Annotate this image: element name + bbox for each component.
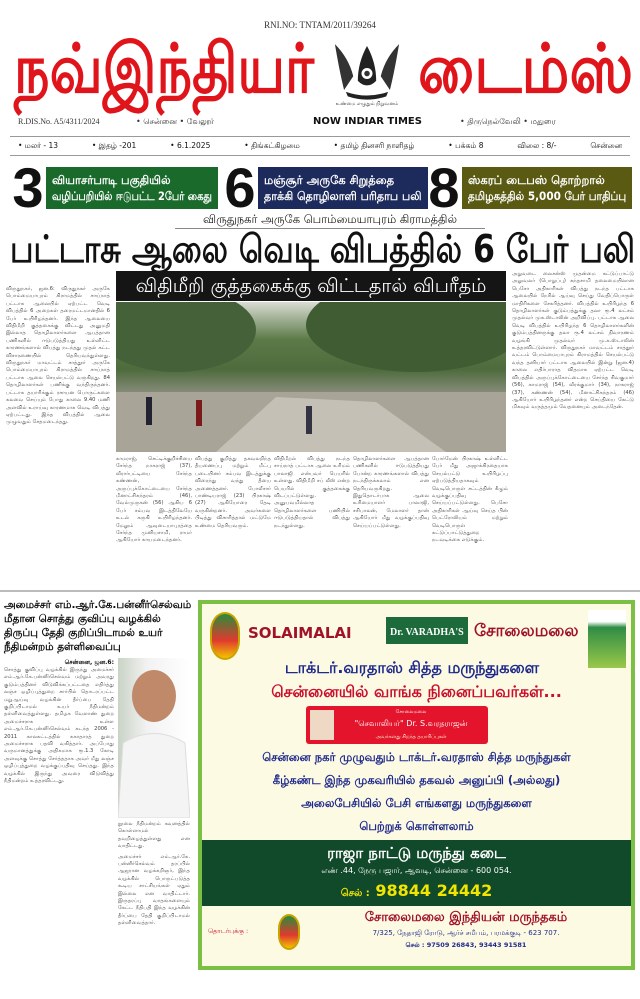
city: சென்னை	[590, 141, 622, 150]
section-divider	[0, 590, 640, 592]
lead-left-column: விருதுநகர், ஜன.6: விருதுநகர் அருகே பொம்மையாபுரம் கிராமத்தில் சாய்நாத் பட்டாசு ஆலையில் ஏற்பட்ட வெடி விபத்தில் 6 அறைகள் தரைமட்டமானதில் 6 பேர் உயிரிழந்தனர். இந்த ஆலையை விதிமீறி குத்தகைக்கு விட்டது அனுமதி இல்லாத தொழிலாளர்களை ஆபத்தான பணிகளில் ஈடுபடுத்தியது உள்ளிட்ட காரணங்களால் விபத்து நடந்தது முதல் கட்ட விசாரணையில் தெரியவந்துள்ளது. விருதுநகர் மாவட்டம் சாத்தூர் அருகே பொம்மையாபுரம் கிராமத்தில் சாய்நாத் பட்டாசு ஆலை செயல்பட்டு வருகிறது. 84 தொழிலாளர்கள் பணிக்கு வந்திருந்தனர். பட்டாசு தயாரிக்கும் ரசாயன பொருட்களை கலவை செய்யும் போது காலை 9.40 மணி அளவில் உராய்வு காரணமாக வெடி விபத்து ஏற்பட்டது. இந்த விபத்தில் ஆலை முழுவதும் சேதமடைந்தது.	[6, 286, 110, 426]
ad-brand-en: SOLAIMALAI	[248, 624, 352, 642]
teaser-line: வழிப்பறியில் ஈடுபட்ட 2பேர் கைது	[52, 189, 212, 203]
date: • 6.1.2025	[170, 141, 211, 150]
weekday: • திங்கட்கிழமை	[244, 141, 300, 150]
ad-body-2: கீழ்கண்ட இந்த முகவரியில் தகவல் அனுப்பி (அல்லது)	[272, 773, 561, 787]
editions-left: • சென்னை • வேலூர்	[136, 117, 215, 126]
shop-address: எண் .44, நேரு பஜார், ஆவடி, சென்னை - 600 054.	[321, 866, 512, 875]
person-photo-icon	[118, 658, 190, 818]
photo-caption: நூலை நீதிமன்றம் கவனத்தில் கொள்ளாமல் தவறிழைத்துள்ளது என வாதிட்டது.	[118, 821, 190, 850]
second-story-body: சொத்து குவிப்பு வழக்கில் இருந்து அமைச்சர் எம்.ஆர்.கே.பன்னீர்செல்வம் மற்றும் அவரது குடும்பத்தினர் விடுவிக்கப்பட்டதை எதிர்த்து லஞ்ச ஒழிப்புத்துறை சார்பில் தொடரப்பட்ட மறுஆய்வு வழக்கின் தீர்ப்பை தேதி குறிப்பிடாமல் உயர் நீதிமன்றம் தள்ளிவைத்துள்ளது. தமிழக வேளாண் துறை அமைச்சராக உள்ள எம்.ஆர்.கே.பன்னீர்செல்வம் கடந்த 2006 - 2011 காலகட்டத்தில் சுகாதாரத் துறை அமைச்சராக பதவி வகித்தார். அப்போது வருமானத்துக்கு அதிகமாக ரூ.1.3 கோடி அளவுக்கு சொத்து சேர்த்ததாக அவர் மீது லஞ்ச ஒழிப்புத்துறை வழக்குப்பதிவு செய்தது. இந்த வழக்கில் இருந்து அவரை விடுவித்து நீதிமன்றம் உத்தரவிட்டது.	[4, 667, 114, 785]
masthead-title-right: டைம்ஸ்	[418, 30, 634, 109]
ad-brand-box: Dr. VARADHA'S	[390, 627, 464, 638]
doctor-badge	[306, 706, 488, 744]
explosion-site-photo-icon	[116, 302, 506, 452]
lead-photo	[116, 302, 506, 452]
lead-body-column: காமராஜ், செட்டிக்குறிச்சியை சேர்ந்த நாகராஜ் (37), வீரார்பட்டியை சேர்ந்த கண்ணன், அருப்புக்கோட்டையை சேர்ந்த மீனாட்சிசுந்தரம் (46), வேல்முருகன் (56) ஆகிய 6 பேர் சம்பவ இடத்திலேயே உடல் கருகி உயிரிழந்தனர். மேலும் ஆவுடையாபுரத்தை சேர்ந்த முனியசாமி, ராமர் ஆகியோர் காயமடைந்தனர்.	[116, 456, 192, 544]
second-story	[4, 598, 192, 996]
ad-body-1: சென்னை நகர் முழுவதும் டாக்டர்.வரதாஸ் சித்த மருந்துகள்	[262, 750, 571, 764]
badge-name: "செவாலியர்" Dr. S.வரதராஜன்	[354, 719, 468, 728]
ad-line-1: டாக்டர்.வரதாஸ் சித்த மருந்துகளை	[284, 658, 540, 677]
lead-subheadline: விதிமீறி குத்தகைக்கு விட்டதால் விபரீதம்	[135, 275, 487, 297]
teaser-page-number: 3	[12, 156, 44, 219]
lead-body-column: தொழிலாளர்களை ஆபத்தான பணிகளில் ஈடுபடுத்தியது போன்ற காரணங்களால் விபத்து நடந்திருக்கலாம் என தெரியவருகிறது. இதுதொடர்பாக ஆலை உரிமையாளர் பாலாஜி, சசிபாலன், மேலாளர் தான் ஆகியோர் மீது வழக்குப்பதிவு செய்யப்பட்டுள்ளது.	[353, 456, 429, 529]
teaser-page-6[interactable]	[222, 156, 428, 219]
saint-logo-small-icon	[278, 914, 300, 950]
saint-logo-icon	[210, 612, 240, 660]
advertisement[interactable]	[198, 600, 635, 970]
company-name: சோலைமலை இந்தியன் மருந்தகம்	[364, 910, 568, 925]
minister-photo	[118, 658, 190, 818]
emblem-icon	[322, 35, 412, 101]
volume: • மலர் - 13	[18, 141, 59, 150]
lead-right-column: அறுவடை லைசன்ஸ் முதன்மை கட்டுப்பாட்டு அலுவலர் (பொறுப்பு) கந்தசாமி தலைமையிலான பெசோ அதிகாரிகள் விபத்து நடந்த பட்டாசு ஆலையில் நேரில் ஆய்வு செய்து வேதிப்பொருள் மாதிரிகளை சேகரித்தனர். விபத்தில் உயிரிழந்த 6 தொழிலாளர்கள் குடும்பத்துக்கு தலா ரூ.4 லட்சம் முதல்வர் முக.ஸ்டாலின் அறிவிப்பு. பட்டாசு ஆலை வெடி விபத்தில் உயிரிழந்த 6 தொழிலாளர்களின் குடும்பத்தினருக்கு தலா ரூ.4 லட்சம் நிவாரணம் வழங்கி முதல்வர் மு.க.ஸ்டாலின் உத்தரவிட்டுள்ளார். விருதுநகர் மாவட்டம் சாத்தூர் வட்டம் பொம்மையாபுரம் கிராமத்தில் செயல்பட்டு வந்த தனியார் பட்டாசு ஆலையில் இன்று (ஜன.4) காலை எதிர்பாராத விதமாக ஏற்பட்ட வெடி விபத்தில் அருப்புக்கோட்டையை சேர்ந்த சிவகுமார் (56), காமராஜ் (54), வீரக்குமார் (34), நாகராஜ் (37), கண்ணன் (54), மீனாட்சிசுந்தரம் (46) ஆகியோர் உயிரிழந்தனர் என்ற செய்தியை கேட்டு மிகவும் வருத்தமும் வேதனையும் அடைந்தேன்.	[512, 271, 634, 411]
badge-bottom: அவர்களது சிறந்த தயாரிப்புகள்	[375, 734, 447, 740]
issue: • இதழ் -201	[91, 141, 137, 150]
teaser-line: மஞ்சூர் அருகே சிறுத்தை	[264, 173, 395, 187]
editions-right: • திருநெல்வேலி • மதுரை	[460, 117, 556, 126]
ad-line-2: சென்னையில் வாங்க நினைப்பவர்கள்...	[271, 682, 562, 701]
teaser-page-number: 8	[428, 156, 460, 219]
price: விலை : 8/-	[517, 141, 557, 150]
company-phone[interactable]: செல் : 97509 26843, 93443 91581	[405, 941, 527, 949]
product-box-icon	[588, 610, 626, 668]
teaser-page-3[interactable]	[10, 156, 218, 219]
second-story-headline[interactable]: அமைச்சர் எம்.ஆர்.கே.பன்னீர்செல்வம் மீதான சொத்து குவிப்பு வழக்கில் திருப்பு தேதி குறிப்பிடாமல் உயர் நீதிமன்றம் தள்ளிவைப்பு	[4, 599, 192, 653]
rni-number: RNI.NO: TNTAM/2011/39264	[264, 20, 376, 30]
badge-top: சோலைமலை	[395, 709, 427, 715]
teaser-page-8[interactable]	[426, 156, 632, 219]
shop-name: ராஜா நாட்டு மருந்து கடை	[327, 844, 506, 862]
issue-info-bar	[10, 136, 630, 156]
page-count: • பக்கம் 8	[448, 141, 484, 150]
masthead-title-left: நவ்இந்தியர்	[14, 30, 315, 109]
doctor-photo-icon	[310, 710, 334, 740]
lead-kicker: விருதுநகர் அருகே பொம்மையாபுரம் கிராமத்தில்	[203, 212, 457, 226]
lead-body-column: போர்மேன் பிரகாஷ் உள்ளிட்ட பேர் மீது அஜாக்கிரதையாக செயல்பட்டு உயிரிழப்பு ஏற்படுத்தியதாகவும் வெடிபொருள் சட்டத்தின் கீழும் வழக்குப்பதிவு செய்யப்பட்டுள்ளது. பெசோ அதிகாரிகள் ஆய்வு செய்த பின் பெட்ரோலியம் மற்றும் வெடிபொருள் கட்டுப்பாட்டுத்துறை நடவடிக்கை எடுக்கும்.	[432, 456, 508, 544]
ad-brand-ta: சோலைமலை	[474, 621, 579, 641]
teaser-line: ஸ்கரப் டைபஸ் தொற்றால்	[468, 173, 605, 187]
second-story-dateline: சென்னை, ஜன.6:	[64, 659, 114, 666]
lead-body-column: விபத்து குறித்து தகவலறிந்த தீயணைப்பு மற்றும் மீட்பு படையினர் சம்பவ இடத்துக்கு விரைந்து வந்து தீயை அணைத்தனர். போலீசார் பாண்டியராஜ் (23) பிரகாஷ் (27) ஆகியோரை தேடி வருகின்றனர். அவர்களை பிடித்து விசாரித்தால் மட்டுமே உண்மை தெரியவரும்.	[195, 456, 271, 529]
emblem-text: உண்மை எழுதும் நிறுவனம்	[335, 101, 399, 107]
teaser-line: வியாசர்பாடி பகுதியில்	[52, 173, 171, 187]
shop-phone-label: செல் :	[340, 888, 370, 899]
shop-info-block	[202, 840, 631, 906]
teaser-line: தமிழகத்தில் 5,000 பேர் பாதிப்பு	[468, 189, 627, 203]
teaser-page-number: 6	[224, 156, 256, 219]
ad-body-3: அலைபேசியில் பேசி எங்களது மருந்துகளை	[301, 796, 532, 810]
teaser-line: தாக்கி தொழிலாளி பரிதாப பலி	[264, 189, 422, 203]
second-story-column-2: அமைச்சர் எம்.ஆர்.கே. பன்னீர்செல்வம் தரப்பில் ஆஜரான வழக்கறிஞர், இந்த வழக்கில் பொருட்படுத்த கூடிய சாட்சியங்கள் ஏதும் இல்லை என வாதிட்டார். இருதரப்பு வாதங்களையும் கேட்ட நீதிபதி இந்த வழக்கின் தீர்ப்பை தேதி குறிப்பிடாமல் தள்ளிவைத்தார்.	[118, 853, 190, 927]
ad-body-4: பெற்றுக் கொள்ளலாம்	[359, 819, 474, 833]
company-address: 7/325, நேதாஜி ரோடு, ஆர்ச் சமீபம், பரமக்குடி - 623 707.	[372, 929, 560, 937]
contact-label: தொடர்புக்கு :	[208, 927, 249, 935]
english-name: NOW INDIAR TIMES	[313, 116, 422, 127]
shop-phone[interactable]: 98844 24442	[375, 881, 493, 900]
registration-number: R.DIS.No. A5/4311/2024	[18, 117, 100, 126]
paper-type: • தமிழ் தினசரி நாளிதழ்	[333, 141, 415, 150]
lead-headline[interactable]: பட்டாசு ஆலை வெடி விபத்தில் 6 பேர் பலி	[10, 227, 636, 271]
lead-body-column: விதிமீறல் விபத்து நடந்த சாய்நாத் பட்டாசு ஆலை உரிமம் பாலாஜி என்பவர் பெயரில் உள்ளது. விதிமீறி சப் லீஸ் என்ற பெயரில் குத்தகைக்கு விடப்பட்டுள்ளது. அனுபவமில்லாத தொழிலாளர்களை பணியில் ஈடுபடுத்தியதால் விபத்து நடந்துள்ளது.	[274, 456, 350, 529]
